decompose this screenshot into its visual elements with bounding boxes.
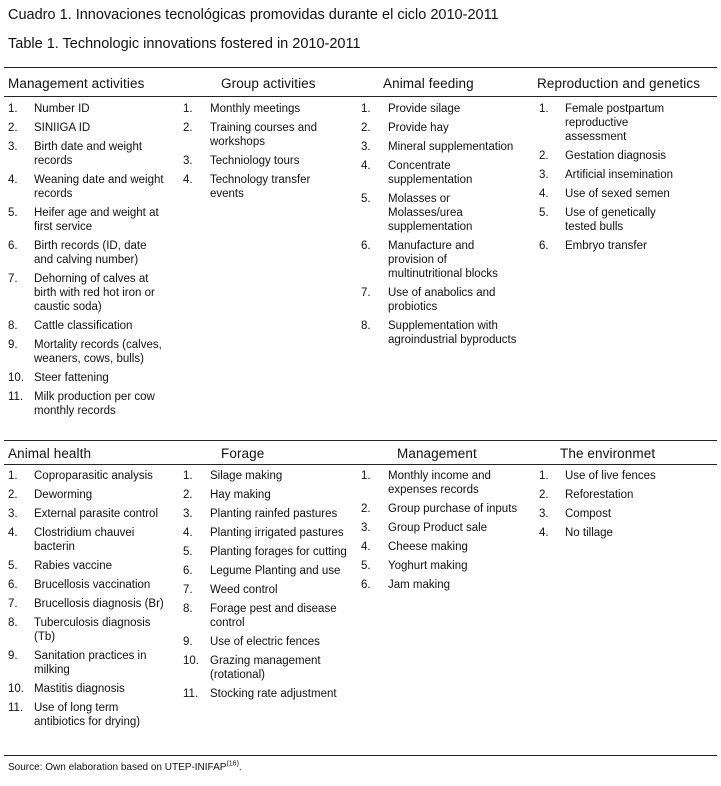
list-item xyxy=(361,319,521,347)
item-text: Number ID xyxy=(34,103,90,115)
item-text: Clostridium chauvei bacterin xyxy=(34,527,135,553)
item-number: 2. xyxy=(361,503,371,515)
item-text: Techniology tours xyxy=(210,155,300,167)
item-number: 3. xyxy=(8,141,18,153)
column-group-activities xyxy=(183,102,343,206)
item-number: 2. xyxy=(8,489,18,501)
item-number: 1. xyxy=(539,470,549,482)
list-item xyxy=(8,488,168,502)
list-item xyxy=(8,597,168,611)
bottom-header-rule xyxy=(4,464,717,465)
list-item xyxy=(361,540,521,554)
list-item xyxy=(183,488,353,502)
item-number: 6. xyxy=(183,565,193,577)
item-text: Technology transfer events xyxy=(210,174,311,200)
item-number: 9. xyxy=(183,636,193,648)
list-item xyxy=(8,272,168,314)
list-item xyxy=(361,578,521,592)
item-text: Hay making xyxy=(210,489,271,501)
list-item xyxy=(183,526,353,540)
item-text: Brucellosis vaccination xyxy=(34,579,151,591)
item-text: Planting rainfed pastures xyxy=(210,508,338,520)
item-number: 11. xyxy=(183,688,199,700)
item-text: Dehorning of calves at birth with red hot iron or caustic soda) xyxy=(34,273,155,313)
item-number: 2. xyxy=(183,122,193,134)
list-item xyxy=(361,239,521,281)
item-number: 10. xyxy=(8,372,24,384)
top-rule xyxy=(4,67,717,68)
list-item xyxy=(183,121,343,149)
list-item xyxy=(8,616,168,644)
item-number: 4. xyxy=(183,527,193,539)
list-item xyxy=(539,469,699,483)
list-item xyxy=(539,149,689,163)
list-item xyxy=(8,102,168,116)
list-item xyxy=(183,654,353,682)
source-note xyxy=(8,762,242,773)
item-number: 5. xyxy=(361,193,371,205)
item-text: Planting irrigated pastures xyxy=(210,527,344,539)
list-item xyxy=(8,121,168,135)
item-number: 6. xyxy=(539,240,549,252)
item-text: Embryo transfer xyxy=(565,240,647,252)
item-text: Brucellosis diagnosis (Br) xyxy=(34,598,164,610)
item-text: Deworming xyxy=(34,489,93,501)
item-number: 3. xyxy=(8,508,18,520)
item-text: Manufacture and provision of multinutritional blocks xyxy=(388,240,498,280)
item-text: Concentrate supplementation xyxy=(388,160,473,186)
item-number: 3. xyxy=(361,522,371,534)
list-item xyxy=(8,239,168,267)
item-number: 8. xyxy=(8,617,18,629)
item-text: Yoghurt making xyxy=(388,560,468,572)
item-number: 6. xyxy=(361,240,371,252)
item-text: Group purchase of inputs xyxy=(388,503,518,515)
list-item xyxy=(183,173,343,201)
item-number: 1. xyxy=(8,103,18,115)
item-number: 6. xyxy=(361,579,371,591)
item-text: Cattle classification xyxy=(34,320,133,332)
item-text: Birth date and weight records xyxy=(34,141,143,167)
list-item xyxy=(8,206,168,234)
header-environment: The environmet xyxy=(560,446,656,461)
item-number: 2. xyxy=(539,489,549,501)
list-item xyxy=(539,239,689,253)
item-text: Use of genetically tested bulls xyxy=(565,207,656,233)
item-number: 8. xyxy=(361,320,371,332)
item-text: Molasses or Molasses/urea supplementation xyxy=(388,193,473,233)
list-item xyxy=(361,502,521,516)
list-item xyxy=(539,168,689,182)
item-number: 9. xyxy=(8,339,18,351)
list-item xyxy=(183,635,353,649)
item-number: 7. xyxy=(361,287,371,299)
item-number: 1. xyxy=(8,470,18,482)
item-number: 2. xyxy=(183,489,193,501)
column-animal-feeding xyxy=(361,102,521,352)
header-reproduction-genetics: Reproduction and genetics xyxy=(537,76,701,91)
item-text: Weaning date and weight records xyxy=(34,174,164,200)
item-number: 1. xyxy=(539,103,549,115)
list-item xyxy=(8,526,168,554)
item-number: 5. xyxy=(8,560,18,572)
item-text: Rabies vaccine xyxy=(34,560,112,572)
item-number: 1. xyxy=(361,103,371,115)
item-text: Planting forages for cutting xyxy=(210,546,347,558)
item-text: No tillage xyxy=(565,527,613,539)
header-animal-health: Animal health xyxy=(8,446,92,461)
list-item xyxy=(8,140,168,168)
item-text: SINIIGA ID xyxy=(34,122,91,134)
bottom-rule xyxy=(4,755,717,756)
item-text: Silage making xyxy=(210,470,283,482)
item-number: 8. xyxy=(183,603,193,615)
column-management-activities xyxy=(8,102,168,423)
item-text: Coproparasitic analysis xyxy=(34,470,153,482)
item-number: 3. xyxy=(183,508,193,520)
column-management xyxy=(361,469,521,597)
item-text: Provide hay xyxy=(388,122,449,134)
item-number: 10. xyxy=(183,655,199,667)
item-number: 4. xyxy=(8,527,18,539)
item-number: 6. xyxy=(8,579,18,591)
list-item xyxy=(539,526,699,540)
list-item xyxy=(539,488,699,502)
item-number: 1. xyxy=(183,470,193,482)
list-item xyxy=(183,545,353,559)
list-item xyxy=(539,206,689,234)
item-text: Use of electric fences xyxy=(210,636,320,648)
item-number: 4. xyxy=(539,188,549,200)
item-number: 1. xyxy=(361,470,371,482)
item-number: 4. xyxy=(361,160,371,172)
table-title-spanish: Cuadro 1. Innovaciones tecnológicas promovidas durante el ciclo 2010-2011 xyxy=(8,7,499,23)
item-text: Training courses and workshops xyxy=(210,122,317,148)
item-number: 8. xyxy=(8,320,18,332)
item-number: 7. xyxy=(8,273,18,285)
item-text: Jam making xyxy=(388,579,450,591)
list-item xyxy=(8,578,168,592)
item-text: Use of anabolics and probiotics xyxy=(388,287,496,313)
item-text: Gestation diagnosis xyxy=(565,150,667,162)
list-item xyxy=(8,507,168,521)
item-number: 5. xyxy=(361,560,371,572)
list-item xyxy=(361,102,521,116)
list-item xyxy=(539,187,689,201)
item-number: 5. xyxy=(183,546,193,558)
item-text: Provide silage xyxy=(388,103,461,115)
item-text: Monthly meetings xyxy=(210,103,301,115)
list-item xyxy=(8,371,168,385)
list-item xyxy=(539,102,689,144)
item-text: Mastitis diagnosis xyxy=(34,683,125,695)
list-item xyxy=(183,564,353,578)
source-reference: (16) xyxy=(226,760,239,768)
item-number: 4. xyxy=(8,174,18,186)
item-number: 6. xyxy=(8,240,18,252)
list-item xyxy=(183,583,353,597)
item-text: Use of long term antibiotics for drying) xyxy=(34,702,141,728)
list-item xyxy=(183,602,353,630)
list-item xyxy=(8,469,168,483)
list-item xyxy=(361,140,521,154)
list-item xyxy=(183,154,343,168)
item-number: 7. xyxy=(183,584,193,596)
item-number: 7. xyxy=(8,598,18,610)
item-number: 11. xyxy=(8,391,24,403)
column-animal-health xyxy=(8,469,168,734)
item-number: 2. xyxy=(539,150,549,162)
item-number: 4. xyxy=(361,541,371,553)
list-item xyxy=(183,102,343,116)
header-animal-feeding: Animal feeding xyxy=(383,76,474,91)
table-title-english: Table 1. Technologic innovations fostered in 2010-2011 xyxy=(8,36,361,52)
item-number: 3. xyxy=(539,508,549,520)
item-text: Mineral supplementation xyxy=(388,141,514,153)
list-item xyxy=(361,559,521,573)
item-text: Weed control xyxy=(210,584,278,596)
item-number: 2. xyxy=(361,122,371,134)
column-forage xyxy=(183,469,353,706)
top-header-rule xyxy=(4,96,717,97)
list-item xyxy=(183,687,353,701)
item-text: Forage pest and disease control xyxy=(210,603,337,629)
item-text: Group Product sale xyxy=(388,522,488,534)
header-group-activities: Group activities xyxy=(221,76,316,91)
item-number: 11. xyxy=(8,702,24,714)
header-management: Management xyxy=(397,446,477,461)
item-number: 5. xyxy=(8,207,18,219)
header-management-activities: Management activities xyxy=(8,76,145,91)
item-number: 2. xyxy=(8,122,18,134)
list-item xyxy=(361,192,521,234)
list-item xyxy=(361,286,521,314)
item-text: Stocking rate adjustment xyxy=(210,688,337,700)
item-text: Sanitation practices in milking xyxy=(34,650,147,676)
item-text: Monthly income and expenses records xyxy=(388,470,491,496)
item-text: Tuberculosis diagnosis (Tb) xyxy=(34,617,151,643)
header-forage: Forage xyxy=(221,446,265,461)
item-text: Supplementation with agroindustrial byproducts xyxy=(388,320,517,346)
item-text: Use of sexed semen xyxy=(565,188,670,200)
item-number: 10. xyxy=(8,683,24,695)
item-number: 1. xyxy=(183,103,193,115)
item-text: Female postpartum reproductive assessment xyxy=(565,103,665,143)
list-item xyxy=(361,121,521,135)
list-item xyxy=(8,319,168,333)
column-environment xyxy=(539,469,699,545)
item-number: 3. xyxy=(539,169,549,181)
item-number: 4. xyxy=(183,174,193,186)
item-number: 9. xyxy=(8,650,18,662)
source-text: Source: Own elaboration based on UTEP-INIFAP xyxy=(8,762,227,773)
list-item xyxy=(361,159,521,187)
item-text: Grazing management (rotational) xyxy=(210,655,321,681)
item-text: Steer fattening xyxy=(34,372,109,384)
list-item xyxy=(8,701,168,729)
list-item xyxy=(183,469,353,483)
list-item xyxy=(8,559,168,573)
item-text: Legume Planting and use xyxy=(210,565,341,577)
source-end: . xyxy=(238,762,242,773)
list-item xyxy=(8,682,168,696)
item-number: 3. xyxy=(361,141,371,153)
item-text: Artificial insemination xyxy=(565,169,674,181)
item-text: Mortality records (calves, weaners, cows, bulls) xyxy=(34,339,162,365)
item-text: Milk production per cow monthly records xyxy=(34,391,155,417)
list-item xyxy=(8,390,168,418)
item-number: 4. xyxy=(539,527,549,539)
item-text: External parasite control xyxy=(34,508,159,520)
list-item xyxy=(8,173,168,201)
item-number: 3. xyxy=(183,155,193,167)
list-item xyxy=(361,521,521,535)
item-text: Heifer age and weight at first service xyxy=(34,207,159,233)
list-item xyxy=(183,507,353,521)
item-text: Use of live fences xyxy=(565,470,656,482)
item-text: Reforestation xyxy=(565,489,634,501)
list-item xyxy=(8,338,168,366)
item-text: Birth records (ID, date and calving number) xyxy=(34,240,147,266)
list-item xyxy=(539,507,699,521)
middle-rule xyxy=(4,440,717,441)
item-number: 5. xyxy=(539,207,549,219)
list-item xyxy=(361,469,521,497)
item-text: Compost xyxy=(565,508,612,520)
list-item xyxy=(8,649,168,677)
column-reproduction-genetics xyxy=(539,102,689,258)
item-text: Cheese making xyxy=(388,541,468,553)
